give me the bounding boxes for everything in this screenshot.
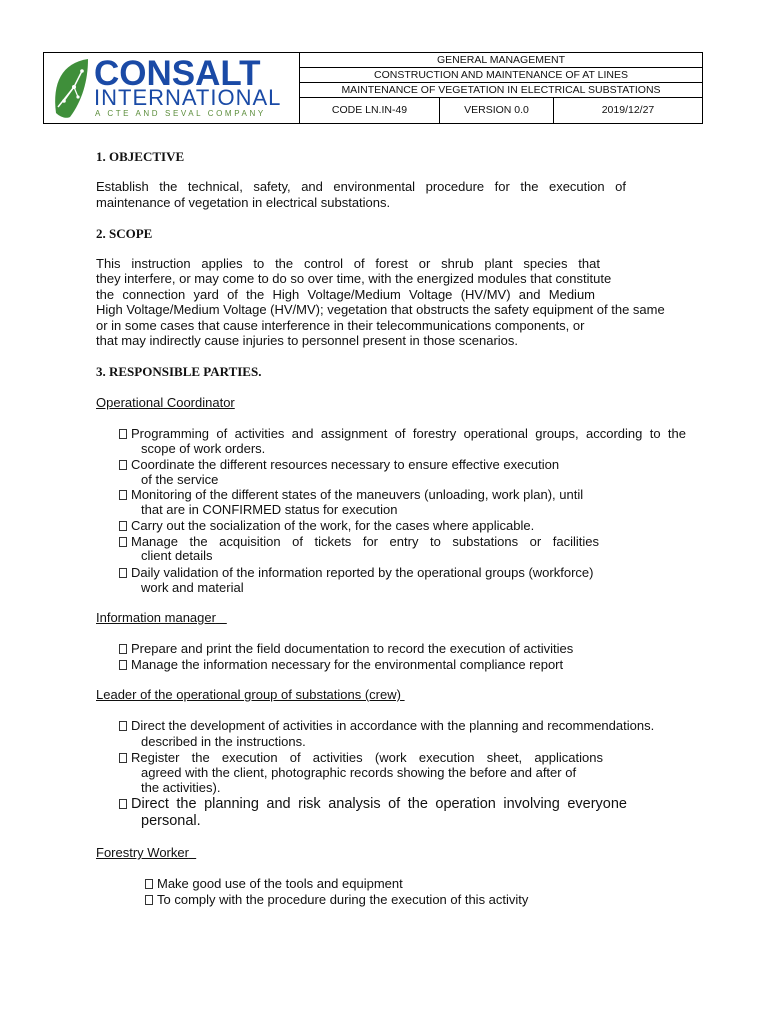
list-item: Programming of activities and assignment of forestry operational groups, according to the (119, 426, 686, 442)
list-item: Manage the acquisition of tickets for entry to substations or facilities (119, 534, 599, 550)
list-item-continuation: personal. (141, 813, 201, 829)
list-item: Daily validation of the information reported by the operational groups (workforce) (119, 565, 593, 581)
checkbox-bullet-icon (119, 490, 127, 500)
list-item: Prepare and print the field documentation to record the execution of activities (119, 641, 573, 657)
list-item-continuation: scope of work orders. (141, 441, 266, 456)
list-item: Direct the planning and risk analysis of the operation involving everyone (119, 796, 627, 813)
leaf-logo-icon (52, 57, 92, 119)
role-title-operational-coordinator: Operational Coordinator (96, 395, 235, 410)
section-heading-scope: 2. SCOPE (96, 226, 153, 241)
scope-line: This instruction applies to the control of forest or shrub plant species that (96, 256, 600, 271)
list-item: Coordinate the different resources necessary to ensure effective execution (119, 457, 559, 473)
header-construction: CONSTRUCTION AND MAINTENANCE OF AT LINES (300, 68, 702, 83)
logo-word-consalt: CONSALT (94, 54, 261, 93)
role-title-information-manager: Information manager (96, 610, 216, 625)
checkbox-bullet-icon (119, 429, 127, 439)
checkbox-bullet-icon (119, 753, 127, 763)
header-general-management: GENERAL MANAGEMENT (300, 53, 702, 68)
header-document-title: MAINTENANCE OF VEGETATION IN ELECTRICAL SUBSTATIONS (300, 83, 702, 98)
list-item-continuation: the activities). (141, 780, 221, 795)
checkbox-bullet-icon (119, 644, 127, 654)
objective-line: maintenance of vegetation in electrical substations. (96, 195, 391, 210)
role-title-forestry-worker: Forestry Worker (96, 845, 189, 860)
role-title-crew-leader: Leader of the operational group of substations (crew) (96, 687, 401, 702)
section-heading-objective: 1. OBJECTIVE (96, 149, 185, 164)
scope-line: High Voltage/Medium Voltage (HV/MV); vegetation that obstructs the safety equipment of the same (96, 302, 665, 317)
list-item: Register the execution of activities (work execution sheet, applications (119, 750, 603, 766)
list-item-continuation: client details (141, 548, 213, 563)
scope-line: that may indirectly cause injuries to personnel present in those scenarios. (96, 333, 518, 348)
logo-tagline: A CTE AND SEVAL COMPANY (95, 109, 266, 118)
logo-word-international: INTERNATIONAL (94, 85, 282, 110)
list-item: Manage the information necessary for the environmental compliance report (119, 657, 563, 673)
list-item: Make good use of the tools and equipment (145, 876, 403, 892)
header-meta-row (300, 98, 702, 123)
list-item-continuation: that are in CONFIRMED status for execution (141, 502, 398, 517)
company-logo (44, 53, 300, 123)
list-item: Carry out the socialization of the work, for the cases where applicable. (119, 518, 534, 534)
checkbox-bullet-icon (119, 660, 127, 670)
checkbox-bullet-icon (119, 799, 127, 809)
list-item-continuation: of the service (141, 472, 219, 487)
document-code: CODE LN.IN-49 (300, 98, 440, 123)
list-item: Direct the development of activities in accordance with the planning and recommendations. (119, 718, 654, 734)
list-item-continuation: described in the instructions. (141, 734, 306, 749)
scope-line: they interfere, or may come to do so over time, with the energized modules that constitute (96, 271, 612, 286)
list-item: To comply with the procedure during the execution of this activity (145, 892, 528, 908)
checkbox-bullet-icon (145, 895, 153, 905)
checkbox-bullet-icon (119, 568, 127, 578)
checkbox-bullet-icon (145, 879, 153, 889)
checkbox-bullet-icon (119, 521, 127, 531)
scope-line: or in some cases that cause interference in their telecommunications components, or (96, 318, 585, 333)
document-date: 2019/12/27 (601, 104, 655, 116)
list-item: Monitoring of the different states of the maneuvers (unloading, work plan), until (119, 487, 583, 503)
checkbox-bullet-icon (119, 721, 127, 731)
objective-line: Establish the technical, safety, and environmental procedure for the execution of (96, 179, 626, 194)
checkbox-bullet-icon (119, 460, 127, 470)
section-heading-responsible: 3. RESPONSIBLE PARTIES. (96, 364, 262, 379)
list-item-continuation: work and material (141, 580, 244, 595)
document-header-table (43, 52, 703, 124)
scope-line: the connection yard of the High Voltage/Medium Voltage (HV/MV) and Medium (96, 287, 595, 302)
list-item-continuation: agreed with the client, photographic records showing the before and after of (141, 765, 577, 780)
checkbox-bullet-icon (119, 537, 127, 547)
document-version: VERSION 0.0 (440, 98, 554, 123)
